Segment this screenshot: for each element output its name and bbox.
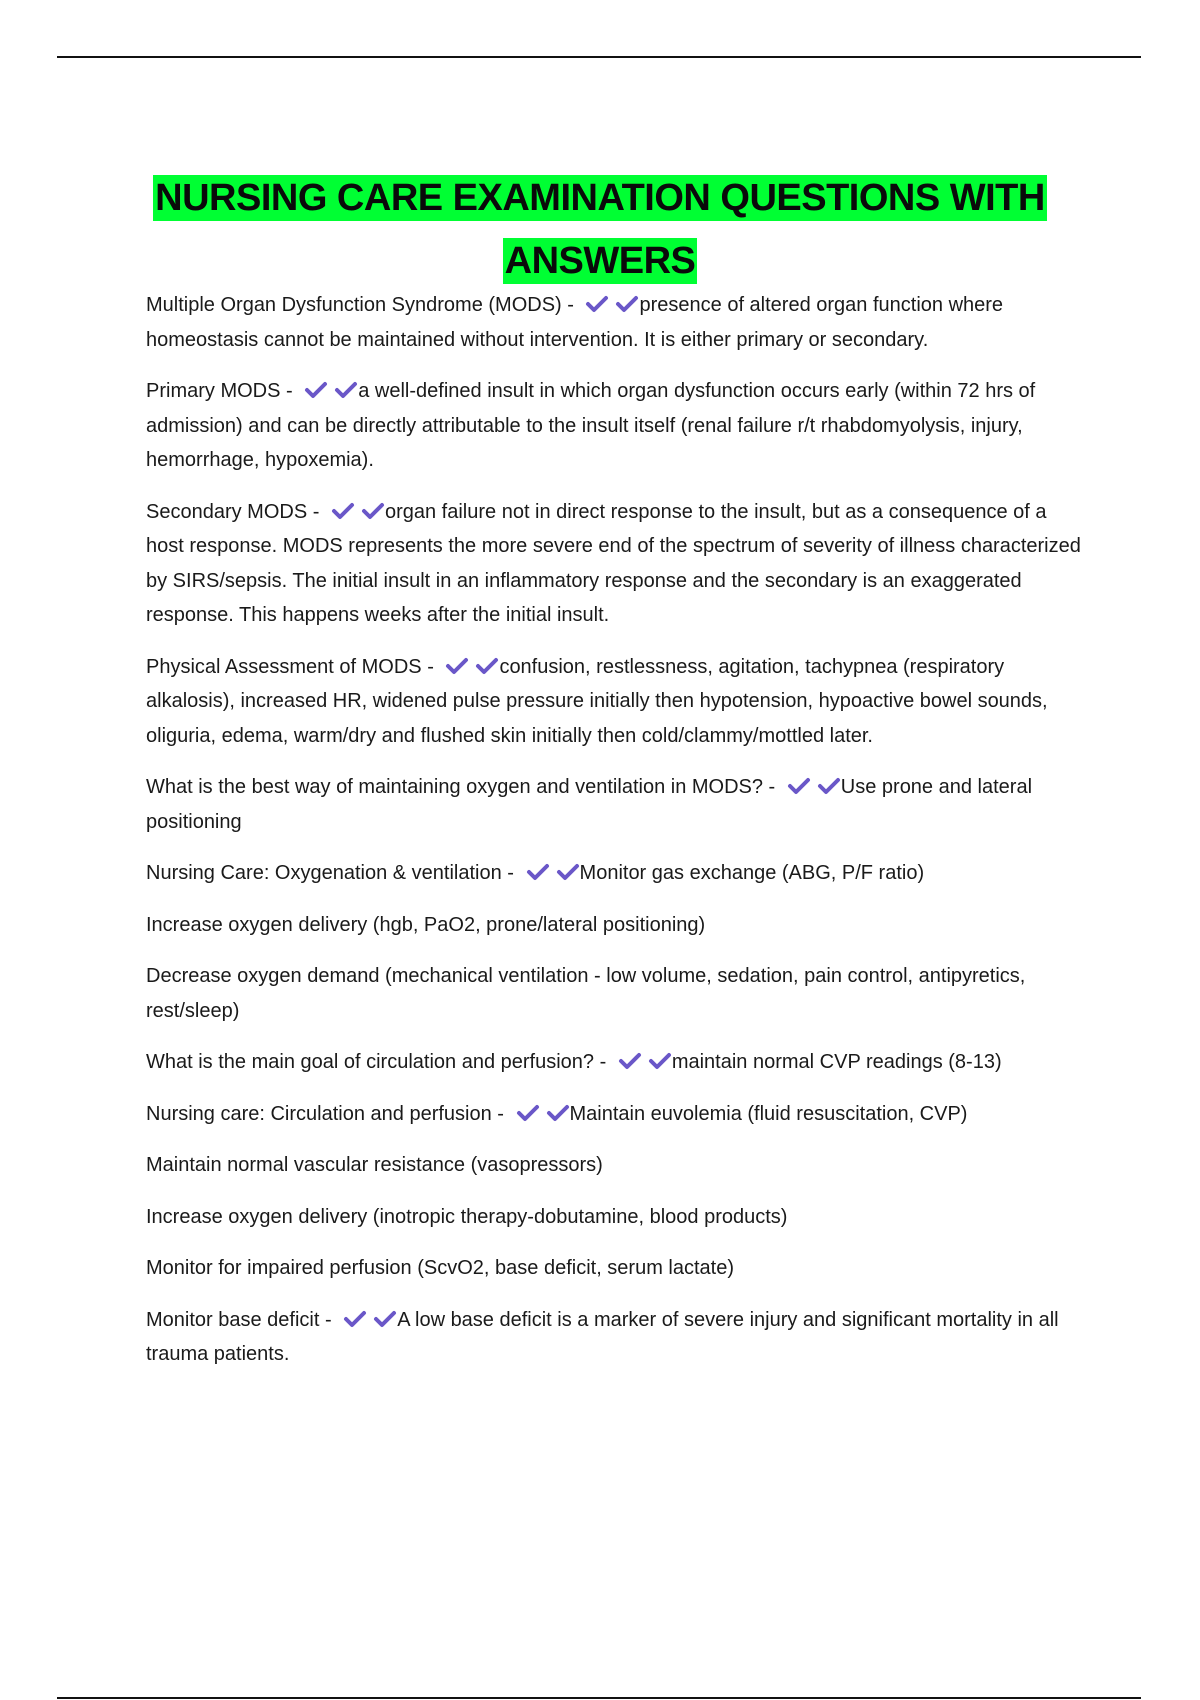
- answer-continuation: [146, 908, 1082, 943]
- bottom-rule: [57, 1697, 1141, 1699]
- answer-text: Monitor gas exchange (ABG, P/F ratio): [579, 862, 925, 884]
- answer-continuation: [146, 1251, 1082, 1286]
- check-mark-icon: [331, 498, 355, 518]
- answer-text: Increase oxygen delivery (inotropic therapy-dobutamine, blood products): [146, 1205, 788, 1228]
- answer-continuation: [146, 959, 1082, 1028]
- check-mark-icon: [556, 859, 580, 879]
- document-title: [100, 167, 1100, 293]
- answer-text: organ failure not in direct response to the insult, but as a consequence of a host response. MODS represents the more severe end of the spectrum of severity of illness characterized by SIRS/sepsis. The initial insult in an inflammatory response and the secondary is an exaggerated response. This happens weeks after the initial insult.: [146, 500, 1081, 626]
- question-text: Primary MODS -: [146, 380, 293, 402]
- answer-text: A low base deficit is a marker of severe injury and significant mortality in all trauma patients.: [146, 1308, 1059, 1365]
- check-mark-icon: [343, 1306, 367, 1326]
- check-mark-icon: [817, 773, 841, 793]
- check-mark-icon: [648, 1048, 672, 1068]
- check-mark-icon: [445, 653, 469, 673]
- check-mark-icon: [787, 773, 811, 793]
- qa-list: [146, 288, 1082, 1389]
- qa-entry: [146, 770, 1082, 839]
- check-mark-icon: [585, 291, 609, 311]
- question-text: What is the main goal of circulation and perfusion? -: [146, 1051, 607, 1073]
- answer-text: Increase oxygen delivery (hgb, PaO2, prone/lateral positioning): [146, 913, 706, 936]
- answer-continuation: [146, 1200, 1082, 1235]
- qa-entry: [146, 650, 1082, 754]
- check-mark-icon: [516, 1100, 540, 1120]
- answer-text: Decrease oxygen demand (mechanical ventilation - low volume, sedation, pain control, antipyretics, rest/sleep): [146, 965, 1026, 1022]
- check-mark-icon: [615, 291, 639, 311]
- question-text: Multiple Organ Dysfunction Syndrome (MODS) -: [146, 294, 574, 316]
- question-text: Secondary MODS -: [146, 500, 320, 523]
- title-highlight: NURSING CARE EXAMINATION QUESTIONS WITH ANSWERS: [155, 177, 1045, 283]
- top-rule: [57, 56, 1141, 58]
- answer-text: Monitor for impaired perfusion (ScvO2, base deficit, serum lactate): [146, 1257, 735, 1279]
- qa-entry: [146, 856, 1082, 891]
- question-text: Physical Assessment of MODS -: [146, 655, 434, 678]
- check-mark-icon: [304, 377, 328, 397]
- answer-text: maintain normal CVP readings (8-13): [671, 1051, 1002, 1073]
- answer-continuation: [146, 1148, 1082, 1183]
- check-mark-icon: [373, 1306, 397, 1326]
- check-mark-icon: [526, 859, 550, 879]
- answer-text: a well-defined insult in which organ dysfunction occurs early (within 72 hrs of admission) and can be directly attributable to the insult itself (renal failure r/t rhabdomyolysis, injury, hemorrhage, hypoxemia).: [146, 380, 1036, 471]
- answer-text: Maintain normal vascular resistance (vasopressors): [146, 1154, 603, 1176]
- qa-entry: [146, 1097, 1082, 1132]
- answer-text: presence of altered organ function where homeostasis cannot be maintained without intervention. It is either primary or secondary.: [146, 294, 1004, 351]
- qa-entry: [146, 1045, 1082, 1080]
- check-mark-icon: [618, 1048, 642, 1068]
- answer-text: Use prone and lateral positioning: [146, 776, 1033, 833]
- qa-entry: [146, 374, 1082, 478]
- check-mark-icon: [475, 653, 499, 673]
- question-text: Nursing care: Circulation and perfusion -: [146, 1102, 504, 1125]
- qa-entry: [146, 495, 1082, 633]
- check-mark-icon: [361, 498, 385, 518]
- check-mark-icon: [334, 377, 358, 397]
- check-mark-icon: [546, 1100, 570, 1120]
- qa-entry: [146, 1303, 1082, 1372]
- question-text: What is the best way of maintaining oxygen and ventilation in MODS? -: [146, 776, 776, 798]
- question-text: Monitor base deficit -: [146, 1308, 332, 1331]
- qa-entry: [146, 288, 1082, 357]
- question-text: Nursing Care: Oxygenation & ventilation -: [146, 862, 514, 884]
- answer-text: confusion, restlessness, agitation, tachypnea (respiratory alkalosis), increased HR, widened pulse pressure initially then hypotension, hypoactive bowel sounds, oliguria, edema, warm/dry and flushed skin initially then cold/clammy/mottled later.: [146, 655, 1048, 747]
- answer-text: Maintain euvolemia (fluid resuscitation, CVP): [569, 1102, 968, 1125]
